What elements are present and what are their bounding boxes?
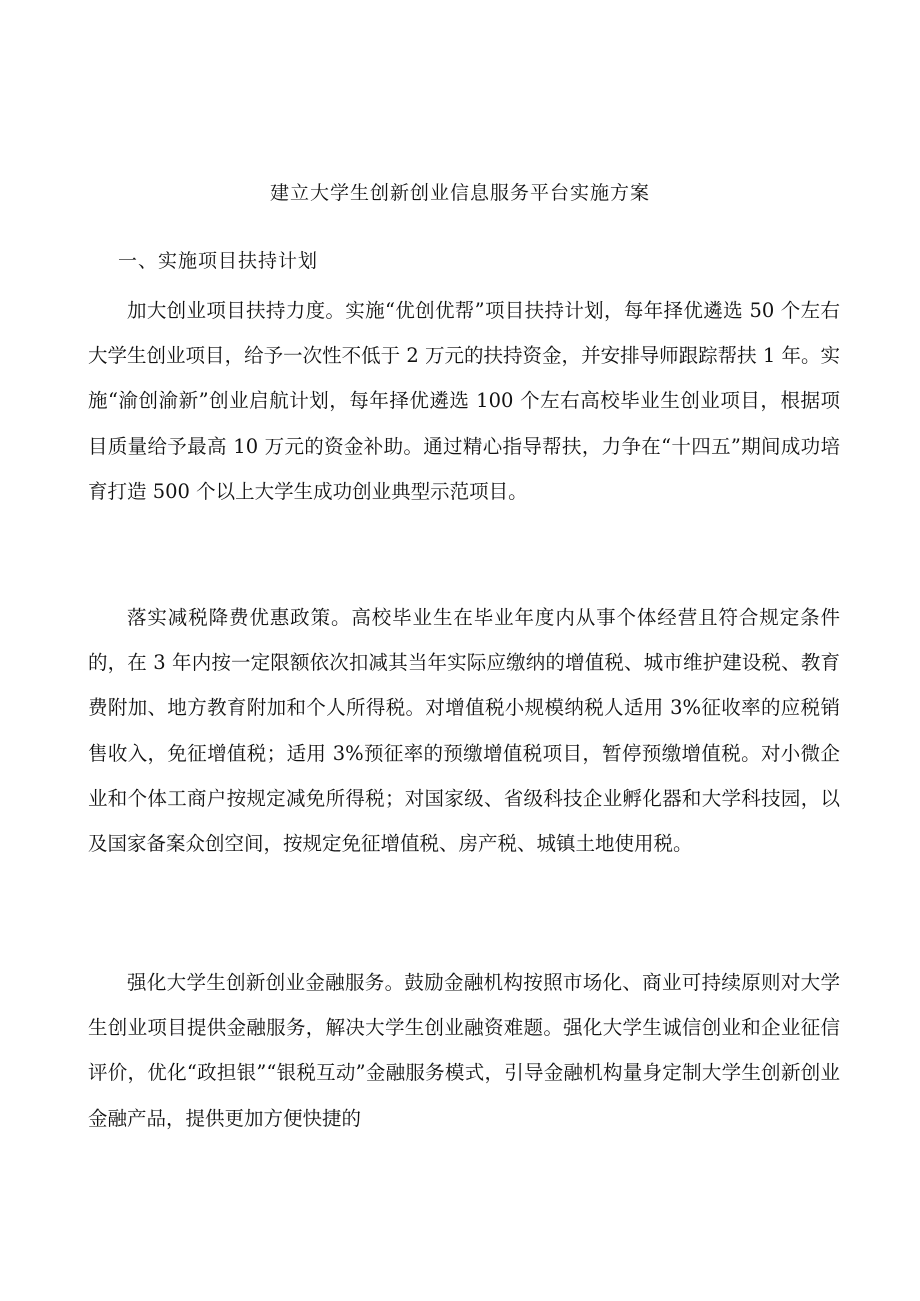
document-title: 建立大学生创新创业信息服务平台实施方案 bbox=[269, 182, 650, 204]
paragraph-tax-reduction: 落实减税降费优惠政策。高校毕业生在毕业年度内从事个体经营且符合规定条件的，在 3 年内按一定限额依次扣减其当年实际应缴纳的增值税、城市维护建设税、教育费附加、地方教育附加和个人所得税。对增值税小规模纳税人适用 3%征收率的应税销售收入，免征增值税；适用 3%预征率的预缴增值税项目，暂停预缴增值税。对小微企业和个体工商户按规定减免所得税；对国家级、省级科技企业孵化器和大学科技园，以及国家备案众创空间，按规定免征增值税、房产税、城镇土地使用税。 bbox=[88, 606, 840, 856]
paragraph-project-support: 加大创业项目扶持力度。实施“优创优帮”项目扶持计划，每年择优遴选 50 个左右大学生创业项目，给予一次性不低于 2 万元的扶持资金，并安排导师跟踪帮扶 1 年。实施“渝创渝新”创业启航计划，每年择优遴选 100 个左右高校毕业生创业项目，根据项目质量给予最高 10 万元的资金补助。通过精心指导帮扶，力争在“十四五”期间成功培育打造 500 个以上大学生成功创业典型示范项目。 bbox=[88, 299, 840, 503]
section-heading: 一、实施项目扶持计划 bbox=[118, 250, 319, 272]
paragraph-financial-services: 强化大学生创新创业金融服务。鼓励金融机构按照市场化、商业可持续原则对大学生创业项目提供金融服务，解决大学生创业融资难题。强化大学生诚信创业和企业征信评价，优化“政担银”“银税互动”金融服务模式，引导金融机构量身定制大学生创新创业金融产品，提供更加方便快捷的 bbox=[88, 971, 840, 1130]
